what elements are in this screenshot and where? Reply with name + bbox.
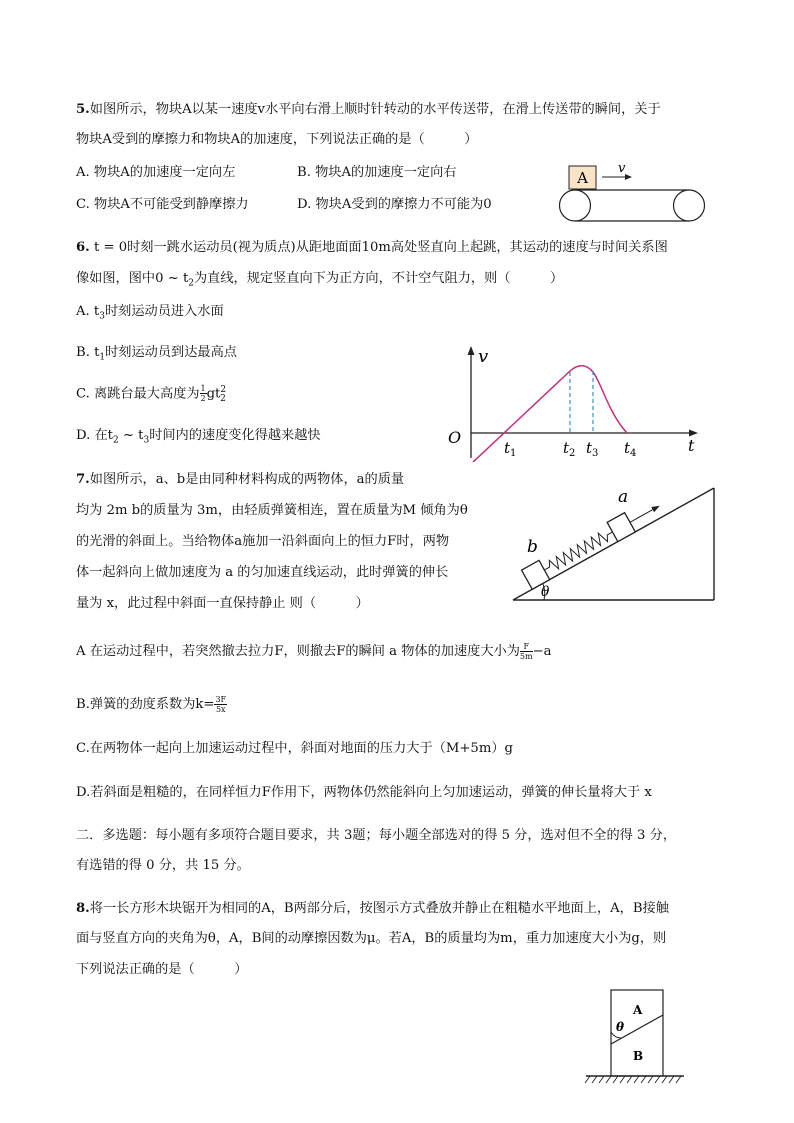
q7-stem-line4: 体一起斜向上做加速度为 a 的匀加速直线运动，此时弹簧的伸长 <box>76 565 449 580</box>
section2-instructions-line1: 二．多选题：每小题有多项符合题目要求，共 3题；每小题全部选对的得 5 分，选对但不全的得 3 分， <box>76 828 677 843</box>
q5-option-d: D. 物块A受到的摩擦力不可能为0 <box>297 197 492 212</box>
q5-stem-line2: 物块A受到的摩擦力和物块A的加速度，下列说法正确的是（ ） <box>76 132 478 147</box>
q7-stem-line1: 7.如图所示，a、b是由同种材料构成的两物体，a的质量 <box>76 472 405 487</box>
q5-left-roller <box>560 190 591 221</box>
q8-stem-line3: 下列说法正确的是（ ） <box>76 962 248 977</box>
q6-t1-label: $t_1$ <box>504 439 517 459</box>
q8-blocks-figure <box>582 984 688 1086</box>
q8-stem-line1: 8.将一长方形木块锯开为相同的A，B两部分后，按图示方式叠放并静止在粗糙水平地面上，A，B接触 <box>76 901 669 916</box>
q7-number: 7. <box>76 472 90 487</box>
q8-label-a: A <box>633 1003 643 1017</box>
q7-theta-label: θ <box>541 584 550 600</box>
q7-option-c: C.在两物体一起向上加速运动过程中，斜面对地面的压力大于（M+5m）g <box>76 741 513 756</box>
q7-optb-fraction: $\frac{3F}{5x}$ <box>215 695 227 714</box>
q5-option-c: C. 物块A不可能受到静摩擦力 <box>76 197 249 212</box>
q7-opta-fraction: $\frac{F}{5m}$ <box>519 642 533 661</box>
q6-option-a: A. $t_3$时刻运动员进入水面 <box>76 304 224 322</box>
q6-velocity-curve <box>471 366 627 462</box>
q6-t2-label: $t_2$ <box>563 439 576 459</box>
q6-t4-label: $t_4$ <box>624 439 637 459</box>
q6-option-d: D. 在$t_2$ ~ $t_3$时间内的速度变化得越来越快 <box>76 428 321 446</box>
q6-origin-label: O <box>448 428 462 447</box>
q5-conveyor-figure <box>552 160 722 226</box>
q6-option-c: C. 离跳台最大高度为 $\frac{1}{2}$ $gt^2_2$ <box>76 384 227 405</box>
q5-option-a: A. 物块A的加速度一定向左 <box>76 165 236 180</box>
q5-number: 5. <box>76 102 90 117</box>
q7-stem-line3: 的光滑的斜面上。当给物体a施加一沿斜面向上的恒力F时，两物 <box>76 534 450 549</box>
q5-velocity-label: v <box>618 161 626 176</box>
q7-incline-figure <box>508 484 720 604</box>
q7-label-b: b <box>527 537 538 557</box>
q7-spring <box>541 527 615 575</box>
q6-t3-label: $t_3$ <box>586 439 599 459</box>
q8-ground-hatching <box>585 1076 681 1083</box>
q5-option-b: B. 物块A的加速度一定向右 <box>297 165 457 180</box>
q5-stem-line1: 5.如图所示，物块A以某一速度v水平向右滑上顺时针转动的水平传送带，在滑上传送带的瞬间，关于 <box>76 102 661 117</box>
q6-v-label: v <box>478 346 489 367</box>
q6-v-axis-arrow-icon <box>468 346 475 355</box>
q7-stem-line5: 量为 x，此过程中斜面一直保持静止 则（ ） <box>76 596 369 611</box>
q6-option-b: B. $t_1$时刻运动员到达最高点 <box>76 345 237 363</box>
q6-number: 6. <box>76 240 90 255</box>
q5-arrowhead-icon <box>625 174 632 180</box>
q7-stem-line2: 均为 2m b的质量为 3m，由轻质弹簧相连，置在质量为M 倾角为θ <box>76 503 468 518</box>
q7-label-a: a <box>618 487 629 507</box>
q8-number: 8. <box>76 901 90 916</box>
q6-stem-line1: 6. t = 0时刻一跳水运动员(视为质点)从距地面面10m高处竖直向上起跳，其运动的速度与时间关系图 <box>76 240 668 255</box>
q7-force-arrowhead-icon <box>651 503 661 512</box>
q7-option-a: A 在运动过程中，若突然撤去拉力F，则撤去F的瞬间 a 物体的加速度大小为 $\frac{F}{5m}$ −a <box>76 642 552 661</box>
q8-theta-label: θ <box>616 1020 625 1034</box>
q5-block-label: A <box>577 169 588 187</box>
q6-t-label: t <box>688 436 695 455</box>
q6-optc-fraction: $\frac{1}{2}$ <box>200 384 206 404</box>
q7-option-d: D.若斜面是粗糙的，在同样恒力F作用下，两物体仍然能斜向上匀加速运动，弹簧的伸长量将大于 x <box>76 785 652 800</box>
q7-force-arrow <box>630 508 656 523</box>
q5-right-roller <box>674 190 705 221</box>
q7-option-b: B.弹簧的劲度系数为k= $\frac{3F}{5x}$ <box>76 695 227 714</box>
q8-label-b: B <box>633 1049 644 1063</box>
q8-stem-line2: 面与竖直方向的夹角为θ，A，B间的动摩擦因数为μ。若A，B的质量均为m，重力加速度大小为g，则 <box>76 931 667 946</box>
q6-stem-line2: 像如图，图中0 ~ $t_2$为直线，规定竖直向下为正方向，不计空气阻力，则（ ） <box>76 271 564 289</box>
q7-block-a <box>607 513 635 542</box>
q6-vt-graph <box>440 342 710 462</box>
section2-instructions-line2: 有选错的得 0 分，共 15 分。 <box>76 858 250 873</box>
